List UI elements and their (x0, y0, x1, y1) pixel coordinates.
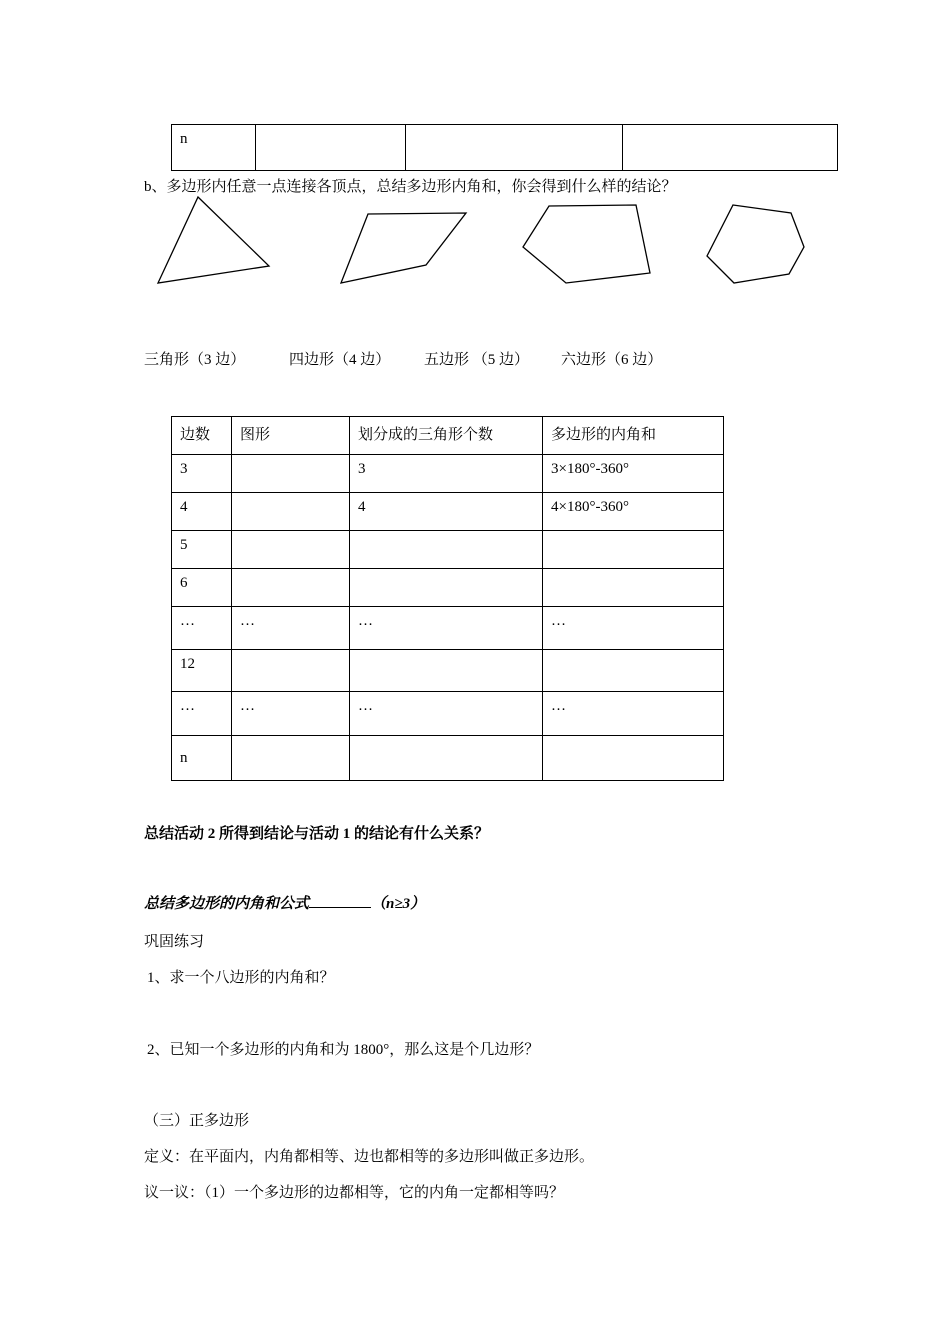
question-1: 1、求一个八边形的内角和？ (147, 970, 335, 986)
summary-question: 总结活动 2 所得到结论与活动 1 的结论有什么关系？ (144, 826, 490, 842)
section-3-title: （三）正多边形 (144, 1113, 250, 1129)
table-header: 图形 (232, 417, 350, 455)
table-row (172, 692, 724, 736)
table-cell: 3×180°-360° (543, 455, 724, 493)
top-table-cell: n (172, 125, 256, 171)
table-cell: … (543, 692, 724, 736)
quadrilateral-shape (341, 213, 466, 283)
table-cell (543, 736, 724, 781)
table-cell (350, 531, 543, 569)
table-row (172, 493, 724, 531)
polygon-angle-table (171, 416, 724, 781)
table-cell: 3 (172, 455, 232, 493)
table-cell: … (543, 607, 724, 650)
table-cell: 4 (172, 493, 232, 531)
table-cell (232, 569, 350, 607)
practice-title: 巩固练习 (144, 934, 205, 950)
table-cell: … (350, 692, 543, 736)
table-cell: … (350, 607, 543, 650)
table-header: 多边形的内角和 (543, 417, 724, 455)
table-cell: 12 (172, 650, 232, 692)
table-row (172, 531, 724, 569)
table-row (172, 569, 724, 607)
formula-prefix: 总结多边形的内角和公式 (144, 896, 310, 912)
shape-label-hexagon: 六边形（6 边） (561, 352, 663, 368)
triangle-shape (158, 197, 269, 283)
table-cell: … (172, 692, 232, 736)
table-cell (543, 650, 724, 692)
polygon-figures (0, 0, 950, 300)
table-cell (232, 493, 350, 531)
formula-line (144, 892, 425, 913)
hexagon-shape (707, 205, 804, 283)
formula-blank (309, 893, 371, 908)
table-cell (232, 736, 350, 781)
table-row (172, 455, 724, 493)
shape-label-quadrilateral: 四边形（4 边） (289, 352, 391, 368)
table-cell: n (172, 736, 232, 781)
table-cell: … (232, 607, 350, 650)
table-row (172, 736, 724, 781)
table-cell: … (172, 607, 232, 650)
table-header: 划分成的三角形个数 (350, 417, 543, 455)
discuss-text: 议一议：（1）一个多边形的边都相等，它的内角一定都相等吗？ (144, 1185, 565, 1201)
table-cell (350, 650, 543, 692)
table-header: 边数 (172, 417, 232, 455)
table-cell (232, 455, 350, 493)
table-cell: 5 (172, 531, 232, 569)
table-cell: 4 (350, 493, 543, 531)
table-cell: 6 (172, 569, 232, 607)
pentagon-shape (523, 205, 650, 283)
section-b-prompt: b、多边形内任意一点连接各顶点，总结多边形内角和，你会得到什么样的结论？ (144, 179, 677, 195)
table-cell (350, 569, 543, 607)
table-cell (543, 531, 724, 569)
table-cell: 4×180°-360° (543, 493, 724, 531)
table-cell: 3 (350, 455, 543, 493)
definition-text: 定义：在平面内，内角都相等、边也都相等的多边形叫做正多边形。 (144, 1149, 595, 1165)
question-2: 2、已知一个多边形的内角和为 1800°，那么这是个几边形？ (147, 1042, 540, 1058)
formula-suffix: （n≥3） (371, 896, 426, 912)
table-cell (350, 736, 543, 781)
table-cell (232, 531, 350, 569)
table-cell: … (232, 692, 350, 736)
table-row (172, 650, 724, 692)
shape-label-pentagon: 五边形 （5 边） (424, 352, 530, 368)
table-cell (232, 650, 350, 692)
table-row (172, 607, 724, 650)
shape-label-triangle: 三角形（3 边） (144, 352, 246, 368)
table-cell (543, 569, 724, 607)
